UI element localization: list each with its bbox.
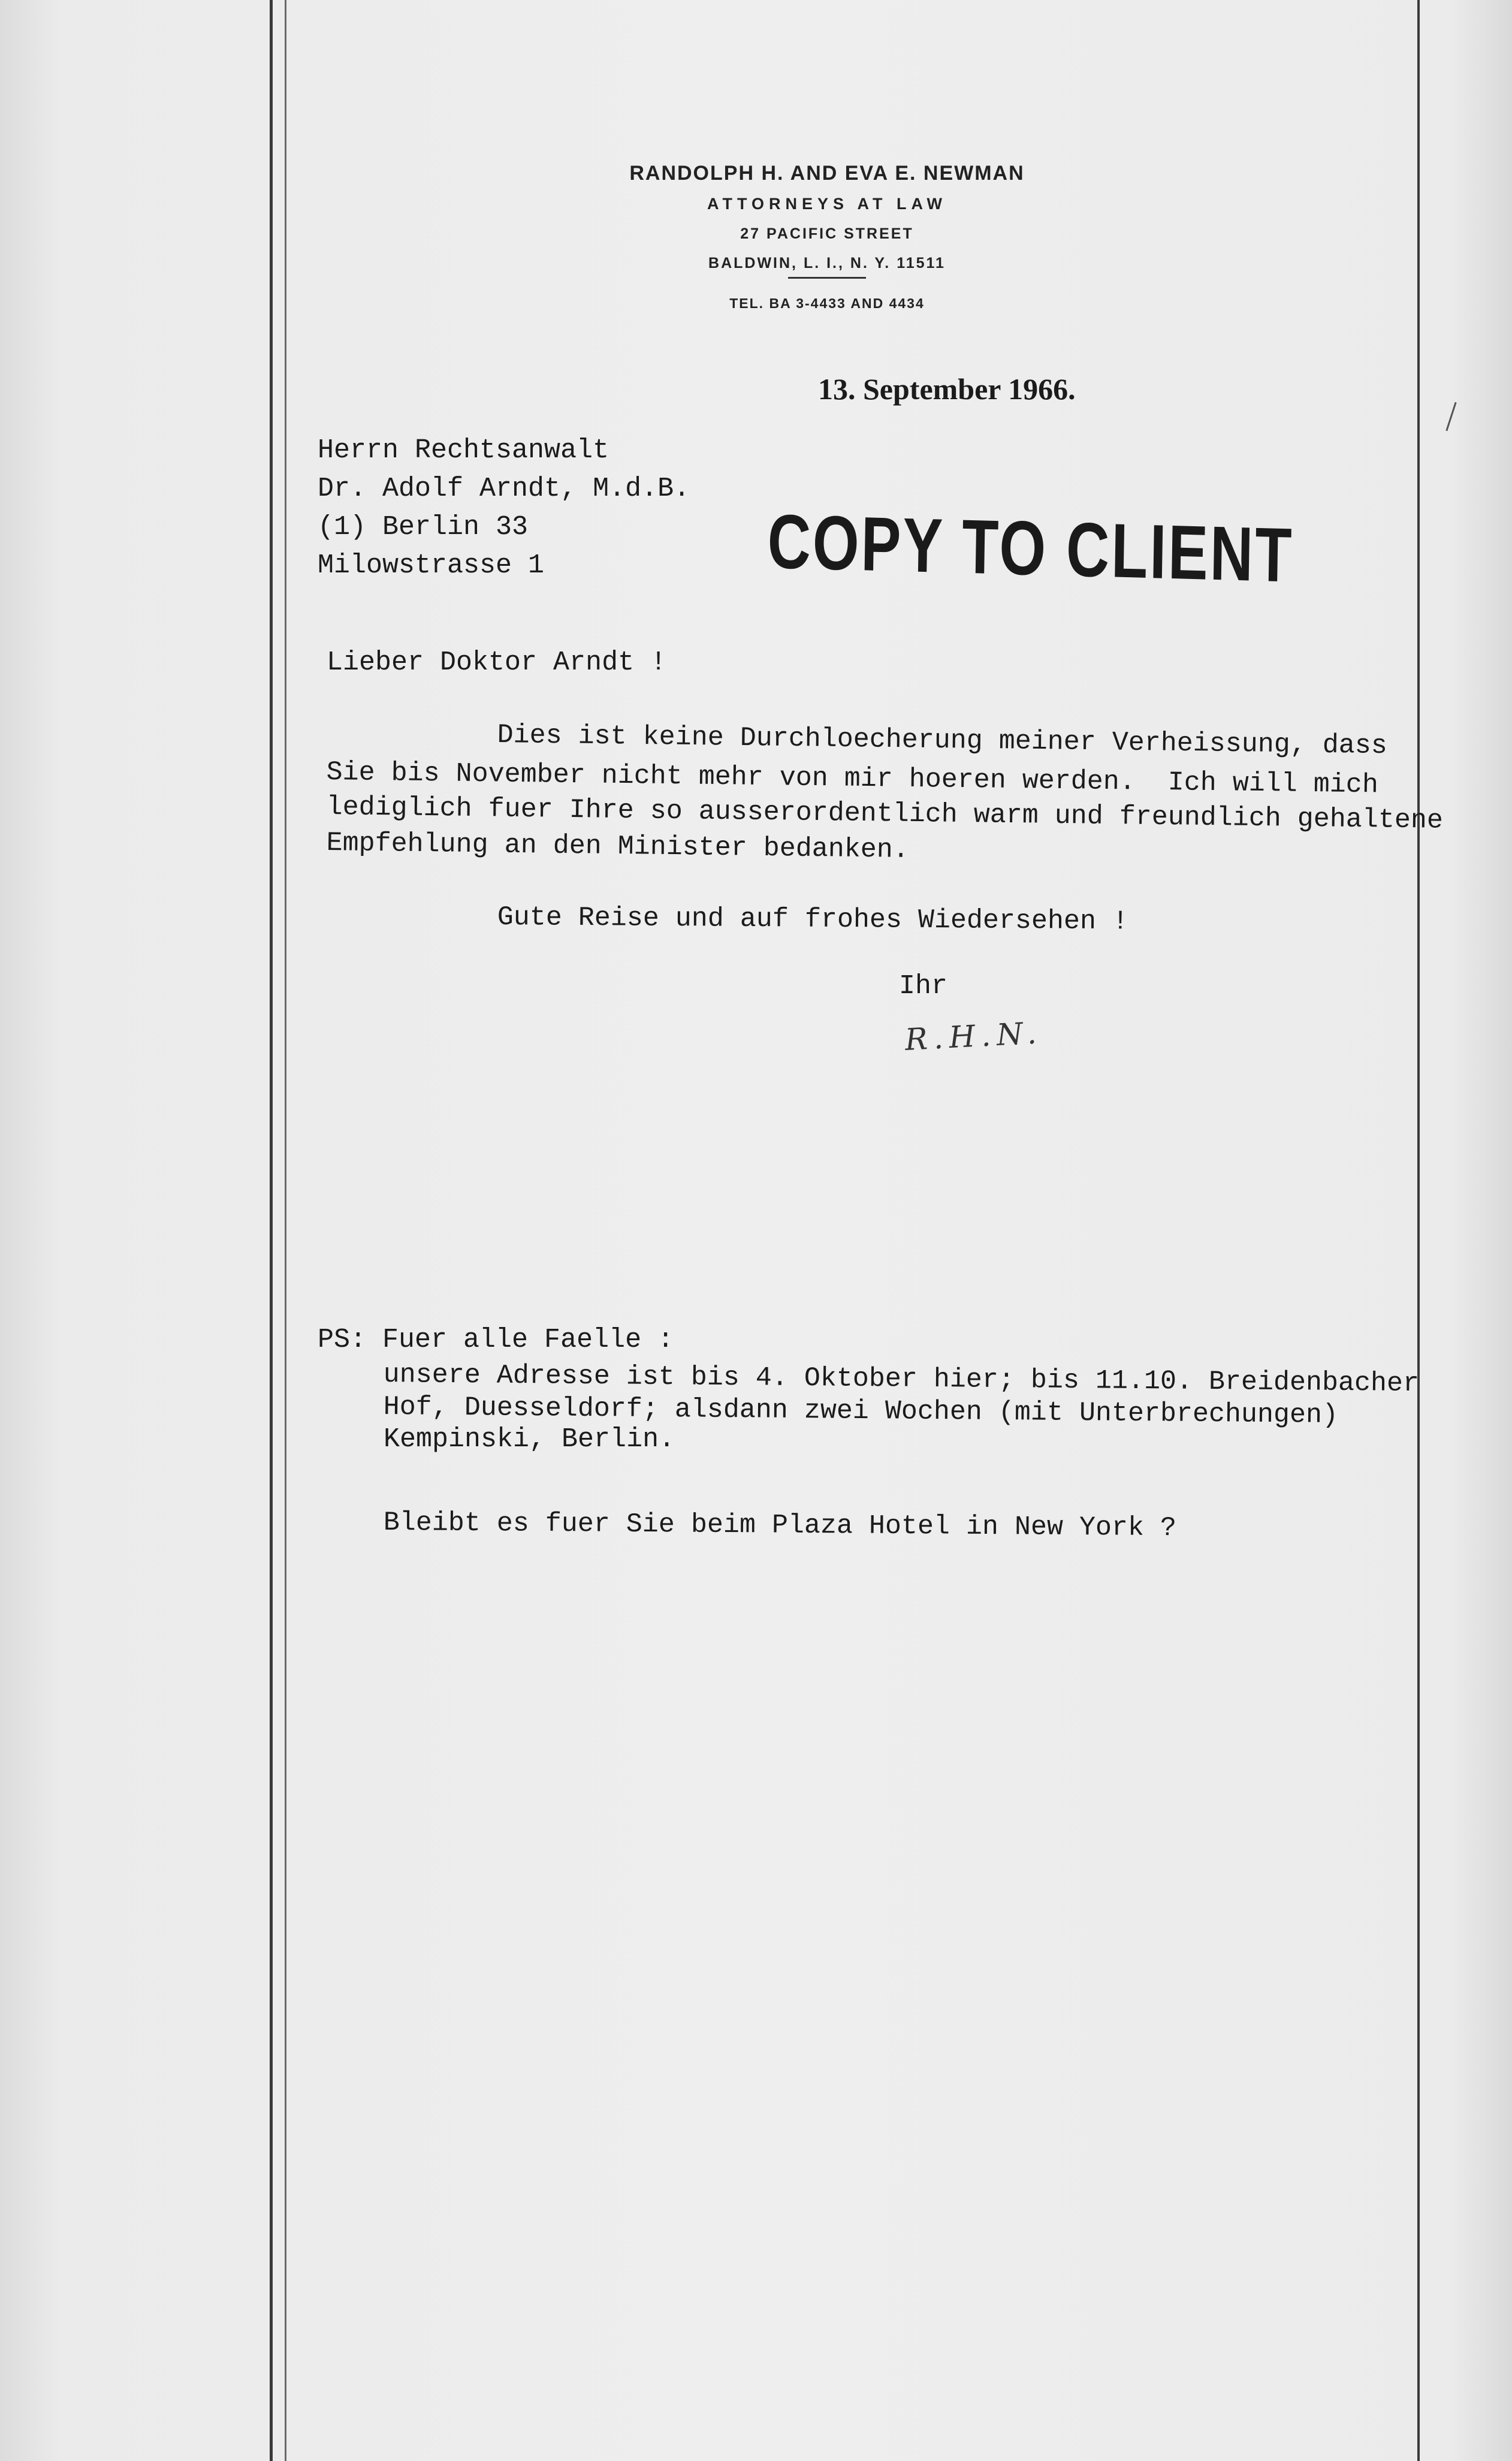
handwritten-signature: R.H.N. [904,1015,1043,1057]
letter-date: 13. September 1966. [818,372,1076,406]
body-line-2: Sie bis November nicht mehr von mir hoeren werden. Ich will mich [326,756,1379,801]
body-line-4: Empfehlung an den Minister bedanken. [326,827,910,865]
left-margin-rule-inner [285,0,286,2461]
recipient-line-1: Herrn Rechtsanwalt [318,435,609,466]
recipient-line-2: Dr. Adolf Arndt, M.d.B. [318,473,690,504]
ps-line-2: unsere Adresse ist bis 4. Oktober hier; bis 11.10. Breidenbacher [383,1359,1420,1400]
body-line-3: lediglich fuer Ihre so ausserordentlich warm und freundlich gehaltene [326,791,1444,836]
closing-wish: Gute Reise und auf frohes Wiedersehen ! [497,902,1129,937]
closing: Ihr [899,971,948,1002]
body-line-1: Dies ist keine Durchloecherung meiner Verheissung, dass [497,719,1388,762]
ps-line-3: Hof, Duesseldorf; alsdann zwei Wochen (mit Unterbrechungen) [383,1392,1339,1431]
ps-question: Bleibt es fuer Sie beim Plaza Hotel in New York ? [383,1507,1177,1544]
letterhead-city: BALDWIN, L. I., N. Y. 11511 [708,255,946,272]
letterhead [539,162,1115,312]
salutation: Lieber Doktor Arndt ! [327,647,667,678]
pencil-margin-mark [1445,402,1456,431]
right-margin-rule [1417,0,1420,2461]
recipient-line-3: (1) Berlin 33 [318,512,529,542]
ps-heading: PS: Fuer alle Faelle : [318,1325,674,1355]
ps-line-4: Kempinski, Berlin. [384,1424,675,1455]
letterhead-divider [788,277,866,279]
letterhead-subtitle: ATTORNEYS AT LAW [707,195,947,213]
left-margin-rule [270,0,273,2461]
copy-to-client-stamp: COPY TO CLIENT [766,498,1294,599]
recipient-line-4: Milowstrasse 1 [318,550,545,581]
letterhead-telephone: TEL. BA 3-4433 AND 4434 [729,295,925,311]
letterhead-name: RANDOLPH H. AND EVA E. NEWMAN [629,162,1025,185]
letterhead-street: 27 PACIFIC STREET [740,225,914,242]
